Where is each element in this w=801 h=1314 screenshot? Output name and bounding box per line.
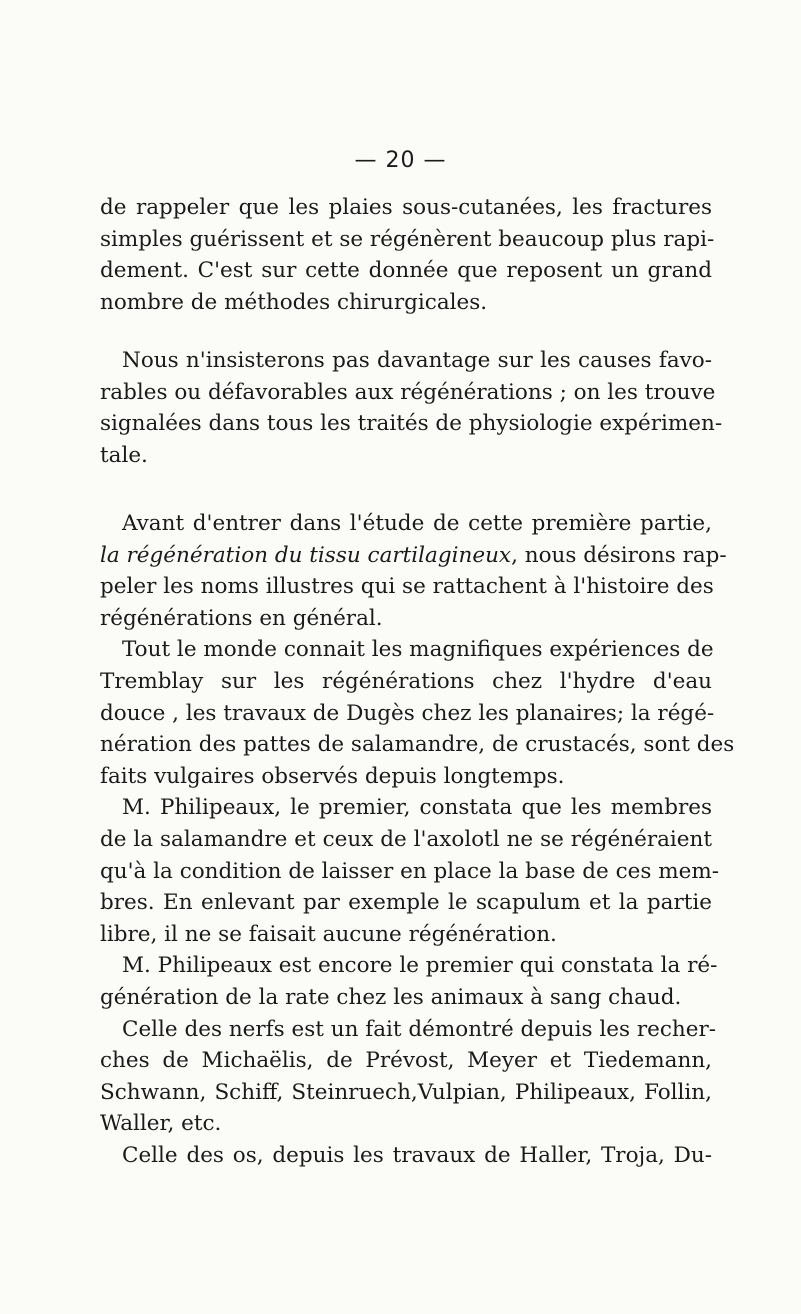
text-line: M. Philipeaux, le premier, constata que les membres	[122, 795, 712, 821]
text-line: Nous n'insisterons pas davantage sur les causes favo-	[122, 348, 712, 373]
text-line: nération des pattes de salamandre, de crustacés, sont des	[100, 732, 735, 758]
text-line: libre, il ne se faisait aucune régénération.	[100, 921, 557, 947]
text-line: de rappeler que les plaies sous-cutanées, les fractures	[100, 195, 712, 220]
page-number: — 20 —	[354, 148, 447, 173]
text-line: de la salamandre et ceux de l'axolotl ne se régénéraient	[100, 826, 712, 852]
text-line: Avant d'entrer dans l'étude de cette première partie,	[122, 511, 712, 536]
text-line: Schwann, Schiff, Steinruech,Vulpian, Philipeaux, Follin,	[100, 1079, 712, 1105]
paragraph-2	[100, 345, 723, 471]
text-line: qu'à la condition de laisser en place la base de ces mem-	[100, 858, 719, 884]
text-line: régénérations en général.	[100, 605, 383, 631]
text-line: dement. C'est sur cette donnée que reposent un grand	[100, 258, 712, 284]
paragraph-1	[100, 192, 715, 318]
paragraph-3	[100, 508, 735, 1171]
text-line: douce , les travaux de Dugès chez les planaires; la régé-	[100, 700, 715, 726]
text-line: Waller, etc.	[100, 1111, 222, 1137]
text-line-italic	[100, 540, 727, 572]
text-line: simples guérissent et se régénèrent beaucoup plus rapi-	[100, 226, 715, 252]
text-line: génération de la rate chez les animaux à sang chaud.	[100, 984, 682, 1010]
text-line: bres. En enlevant par exemple le scapulum et la partie	[100, 890, 712, 916]
text-line: ches de Michaëlis, de Prévost, Meyer et Tiedemann,	[100, 1048, 712, 1074]
text-line: tale.	[100, 442, 148, 468]
text-line: Celle des os, depuis les travaux de Haller, Troja, Du-	[122, 1142, 712, 1168]
text-line: signalées dans tous les traités de physiologie expérimen-	[100, 411, 723, 437]
text-line: Tout le monde connait les magnifiques expériences de	[122, 637, 714, 663]
text-line: peler les noms illustres qui se rattachent à l'histoire des	[100, 574, 714, 600]
italic-title: la régénération du tissu cartilagineux	[100, 542, 512, 568]
text-line-rest: , nous désirons rap-	[511, 542, 727, 568]
text-line: M. Philipeaux est encore le premier qui constata la ré-	[122, 953, 718, 979]
text-line: nombre de méthodes chirurgicales.	[100, 289, 488, 315]
text-line: Celle des nerfs est un fait démontré depuis les recher-	[122, 1016, 717, 1042]
text-line: rables ou défavorables aux régénérations ; on les trouve	[100, 379, 716, 405]
text-line: Tremblay sur les régénérations chez l'hydre d'eau	[100, 668, 712, 694]
text-line: faits vulgaires observés depuis longtemps.	[100, 763, 565, 789]
